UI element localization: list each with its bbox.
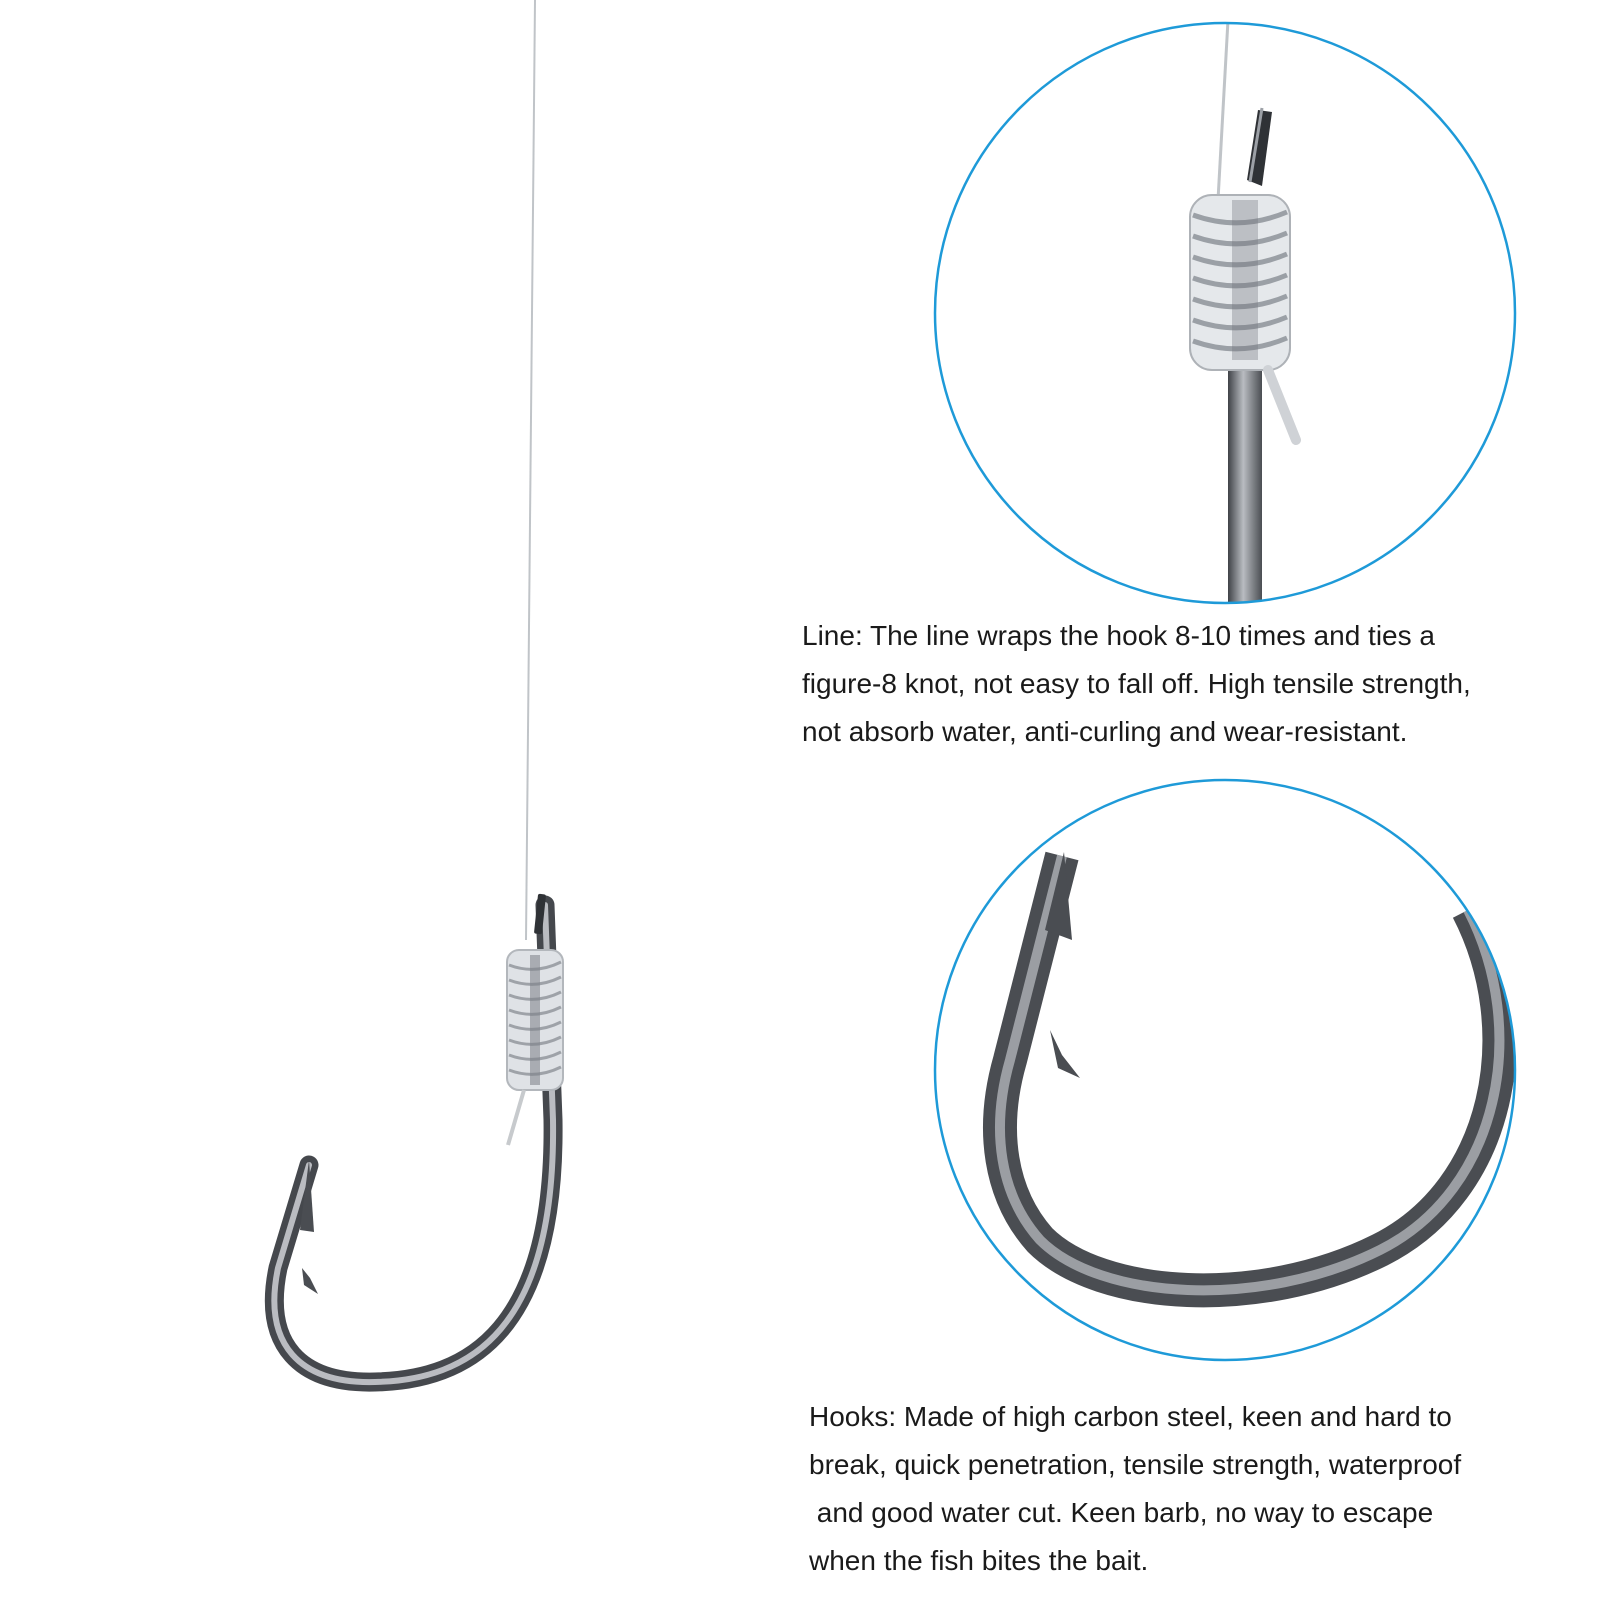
hooks-description-line: and good water cut. Keen barb, no way to escape	[809, 1497, 1434, 1528]
line-description-line: Line: The line wraps the hook 8-10 times and ties a	[802, 620, 1435, 651]
line-description-line: not absorb water, anti-curling and wear-resistant.	[802, 716, 1408, 747]
knot-detail-circle	[935, 20, 1515, 620]
line-description-line: figure-8 knot, not easy to fall off. High tensile strength,	[802, 668, 1471, 699]
hook-detail-circle	[935, 780, 1515, 1360]
hooks-description	[809, 1393, 1461, 1585]
main-hook	[274, 0, 563, 1382]
knot-wraps	[507, 950, 563, 1090]
hooks-description-line: Hooks: Made of high carbon steel, keen and hard to	[809, 1401, 1452, 1432]
hook-barb	[302, 1268, 318, 1294]
fishing-line	[526, 0, 535, 940]
hooks-description-line: break, quick penetration, tensile strength, waterproof	[809, 1449, 1462, 1480]
line-description	[802, 612, 1471, 756]
hooks-description-line: when the fish bites the bait.	[809, 1545, 1149, 1576]
